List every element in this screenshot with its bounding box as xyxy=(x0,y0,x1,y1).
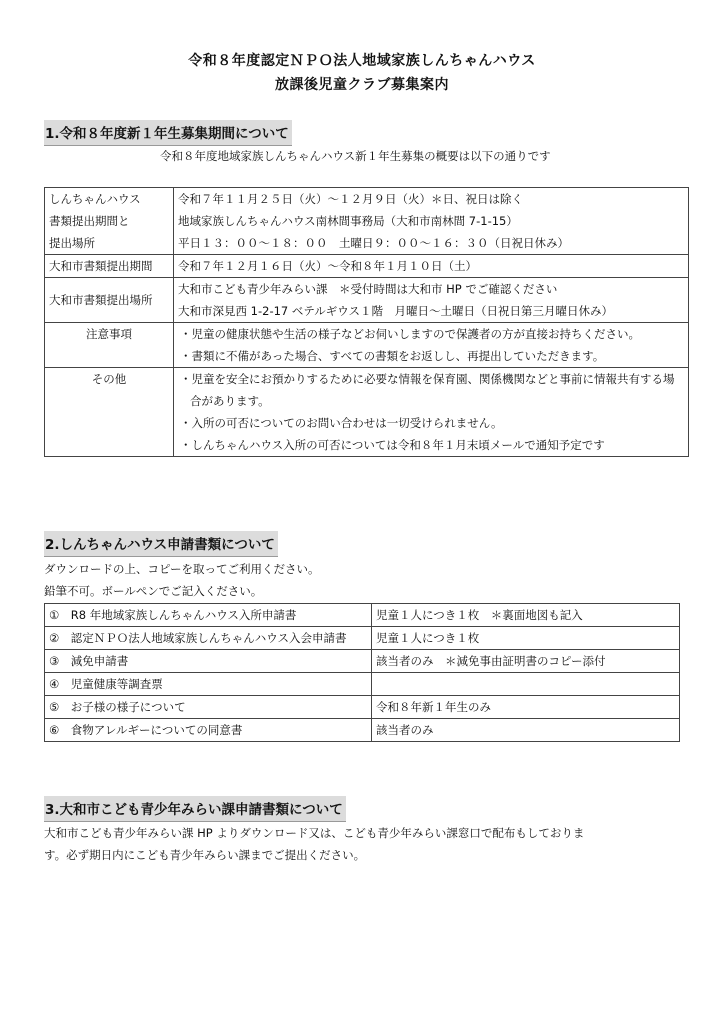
value-line: 令和７年１１月２５日（火）～１２月９日（火）＊日、祝日は除く xyxy=(178,192,523,206)
doc-name: ① R8 年地域家族しんちゃんハウス入所申請書 xyxy=(45,604,372,627)
doc-name: ⑤ お子様の様子について xyxy=(45,696,372,719)
bullet-item: ・入所の可否についてのお問い合わせは一切受けられません。 xyxy=(180,416,503,430)
row-value xyxy=(174,278,689,323)
bullet-item: ・児童の健康状態や生活の様子などお伺いしますので保護者の方が直接お持ちください。 xyxy=(180,327,640,341)
table-row xyxy=(45,368,689,457)
label-line: 注意事項 xyxy=(86,327,132,341)
row-label xyxy=(45,278,174,323)
section2-note: 鉛筆不可。ボールペンでご記入ください。 xyxy=(44,584,263,598)
row-label xyxy=(45,255,174,278)
label-line: 書類提出期間と xyxy=(49,214,130,228)
table-row xyxy=(45,188,689,255)
row-label xyxy=(45,368,174,457)
row-value xyxy=(174,323,689,368)
doc-name: ⑥ 食物アレルギーについての同意書 xyxy=(45,719,372,742)
page-subtitle: 放課後児童クラブ募集案内 xyxy=(275,77,449,93)
table-row xyxy=(45,696,680,719)
page-title: 令和８年度認定ＮＰＯ法人地域家族しんちゃんハウス xyxy=(188,53,536,69)
table-row xyxy=(45,255,689,278)
bullet-item: ・書類に不備があった場合、すべての書類をお返しし、再提出していただきます。 xyxy=(180,349,605,363)
table-row xyxy=(45,604,680,627)
row-value xyxy=(174,255,689,278)
doc-note: 該当者のみ xyxy=(372,719,680,742)
row-label xyxy=(45,188,174,255)
table-row xyxy=(45,719,680,742)
section2-heading: 2.しんちゃんハウス申請書類について xyxy=(44,531,278,557)
doc-name: ④ 児童健康等調査票 xyxy=(45,673,372,696)
table-row xyxy=(45,323,689,368)
label-line: 大和市書類提出期間 xyxy=(49,259,153,273)
table-row xyxy=(45,673,680,696)
label-line: 大和市書類提出場所 xyxy=(49,293,153,307)
section2-note: ダウンロードの上、コピーを取ってご利用ください。 xyxy=(44,562,320,576)
label-line: その他 xyxy=(91,372,127,386)
doc-note: 児童１人につき１枚 xyxy=(372,627,680,650)
section3-body-line: す。必ず期日内にこども青少年みらい課までご提出ください。 xyxy=(44,848,366,862)
label-line: しんちゃんハウス xyxy=(49,192,141,206)
section1-intro: 令和８年度地域家族しんちゃんハウス新１年生募集の概要は以下の通りです xyxy=(160,149,551,163)
table-row xyxy=(45,627,680,650)
doc-note: 児童１人につき１枚 ＊裏面地図も記入 xyxy=(372,604,680,627)
bullet-item: ・しんちゃんハウス入所の可否については令和８年１月末頃メールで通知予定です xyxy=(180,438,605,452)
doc-note: 該当者のみ ＊減免事由証明書のコピー添付 xyxy=(372,650,680,673)
table-row xyxy=(45,278,689,323)
row-value xyxy=(174,368,689,457)
label-line: 提出場所 xyxy=(49,236,95,250)
doc-note xyxy=(372,673,680,696)
value-line: 令和７年１２月１６日（火）～令和８年１月１０日（土） xyxy=(178,259,477,273)
doc-name: ③ 減免申請書 xyxy=(45,650,372,673)
recruitment-table xyxy=(44,187,689,457)
section1-heading: 1.令和８年度新１年生募集期間について xyxy=(44,120,292,146)
value-line: 大和市こども青少年みらい課 ＊受付時間は大和市 HP でご確認ください xyxy=(178,282,558,296)
doc-name: ② 認定ＮＰＯ法人地域家族しんちゃんハウス入会申請書 xyxy=(45,627,372,650)
section3-body-line: 大和市こども青少年みらい課 HP よりダウンロード又は、こども青少年みらい課窓口で配布もしておりま xyxy=(44,826,585,840)
documents-table xyxy=(44,603,680,742)
section3-heading: 3.大和市こども青少年みらい課申請書類について xyxy=(44,796,346,822)
value-line: 地域家族しんちゃんハウス南林間事務局（大和市南林間 7-1-15） xyxy=(178,214,518,228)
value-line: 平日１３：００～１８：００ 土曜日９：００～１６：３０（日祝日休み） xyxy=(178,236,569,250)
table-row xyxy=(45,650,680,673)
doc-note: 令和８年新１年生のみ xyxy=(372,696,680,719)
row-value xyxy=(174,188,689,255)
value-line: 大和市深見西 1-2-17 ベテルギウス１階 月曜日～土曜日（日祝日第三月曜日休み） xyxy=(178,304,613,318)
row-label xyxy=(45,323,174,368)
bullet-item: ・児童を安全にお預かりするために必要な情報を保育園、関係機関などと事前に情報共有する場合があります。 xyxy=(180,372,675,408)
